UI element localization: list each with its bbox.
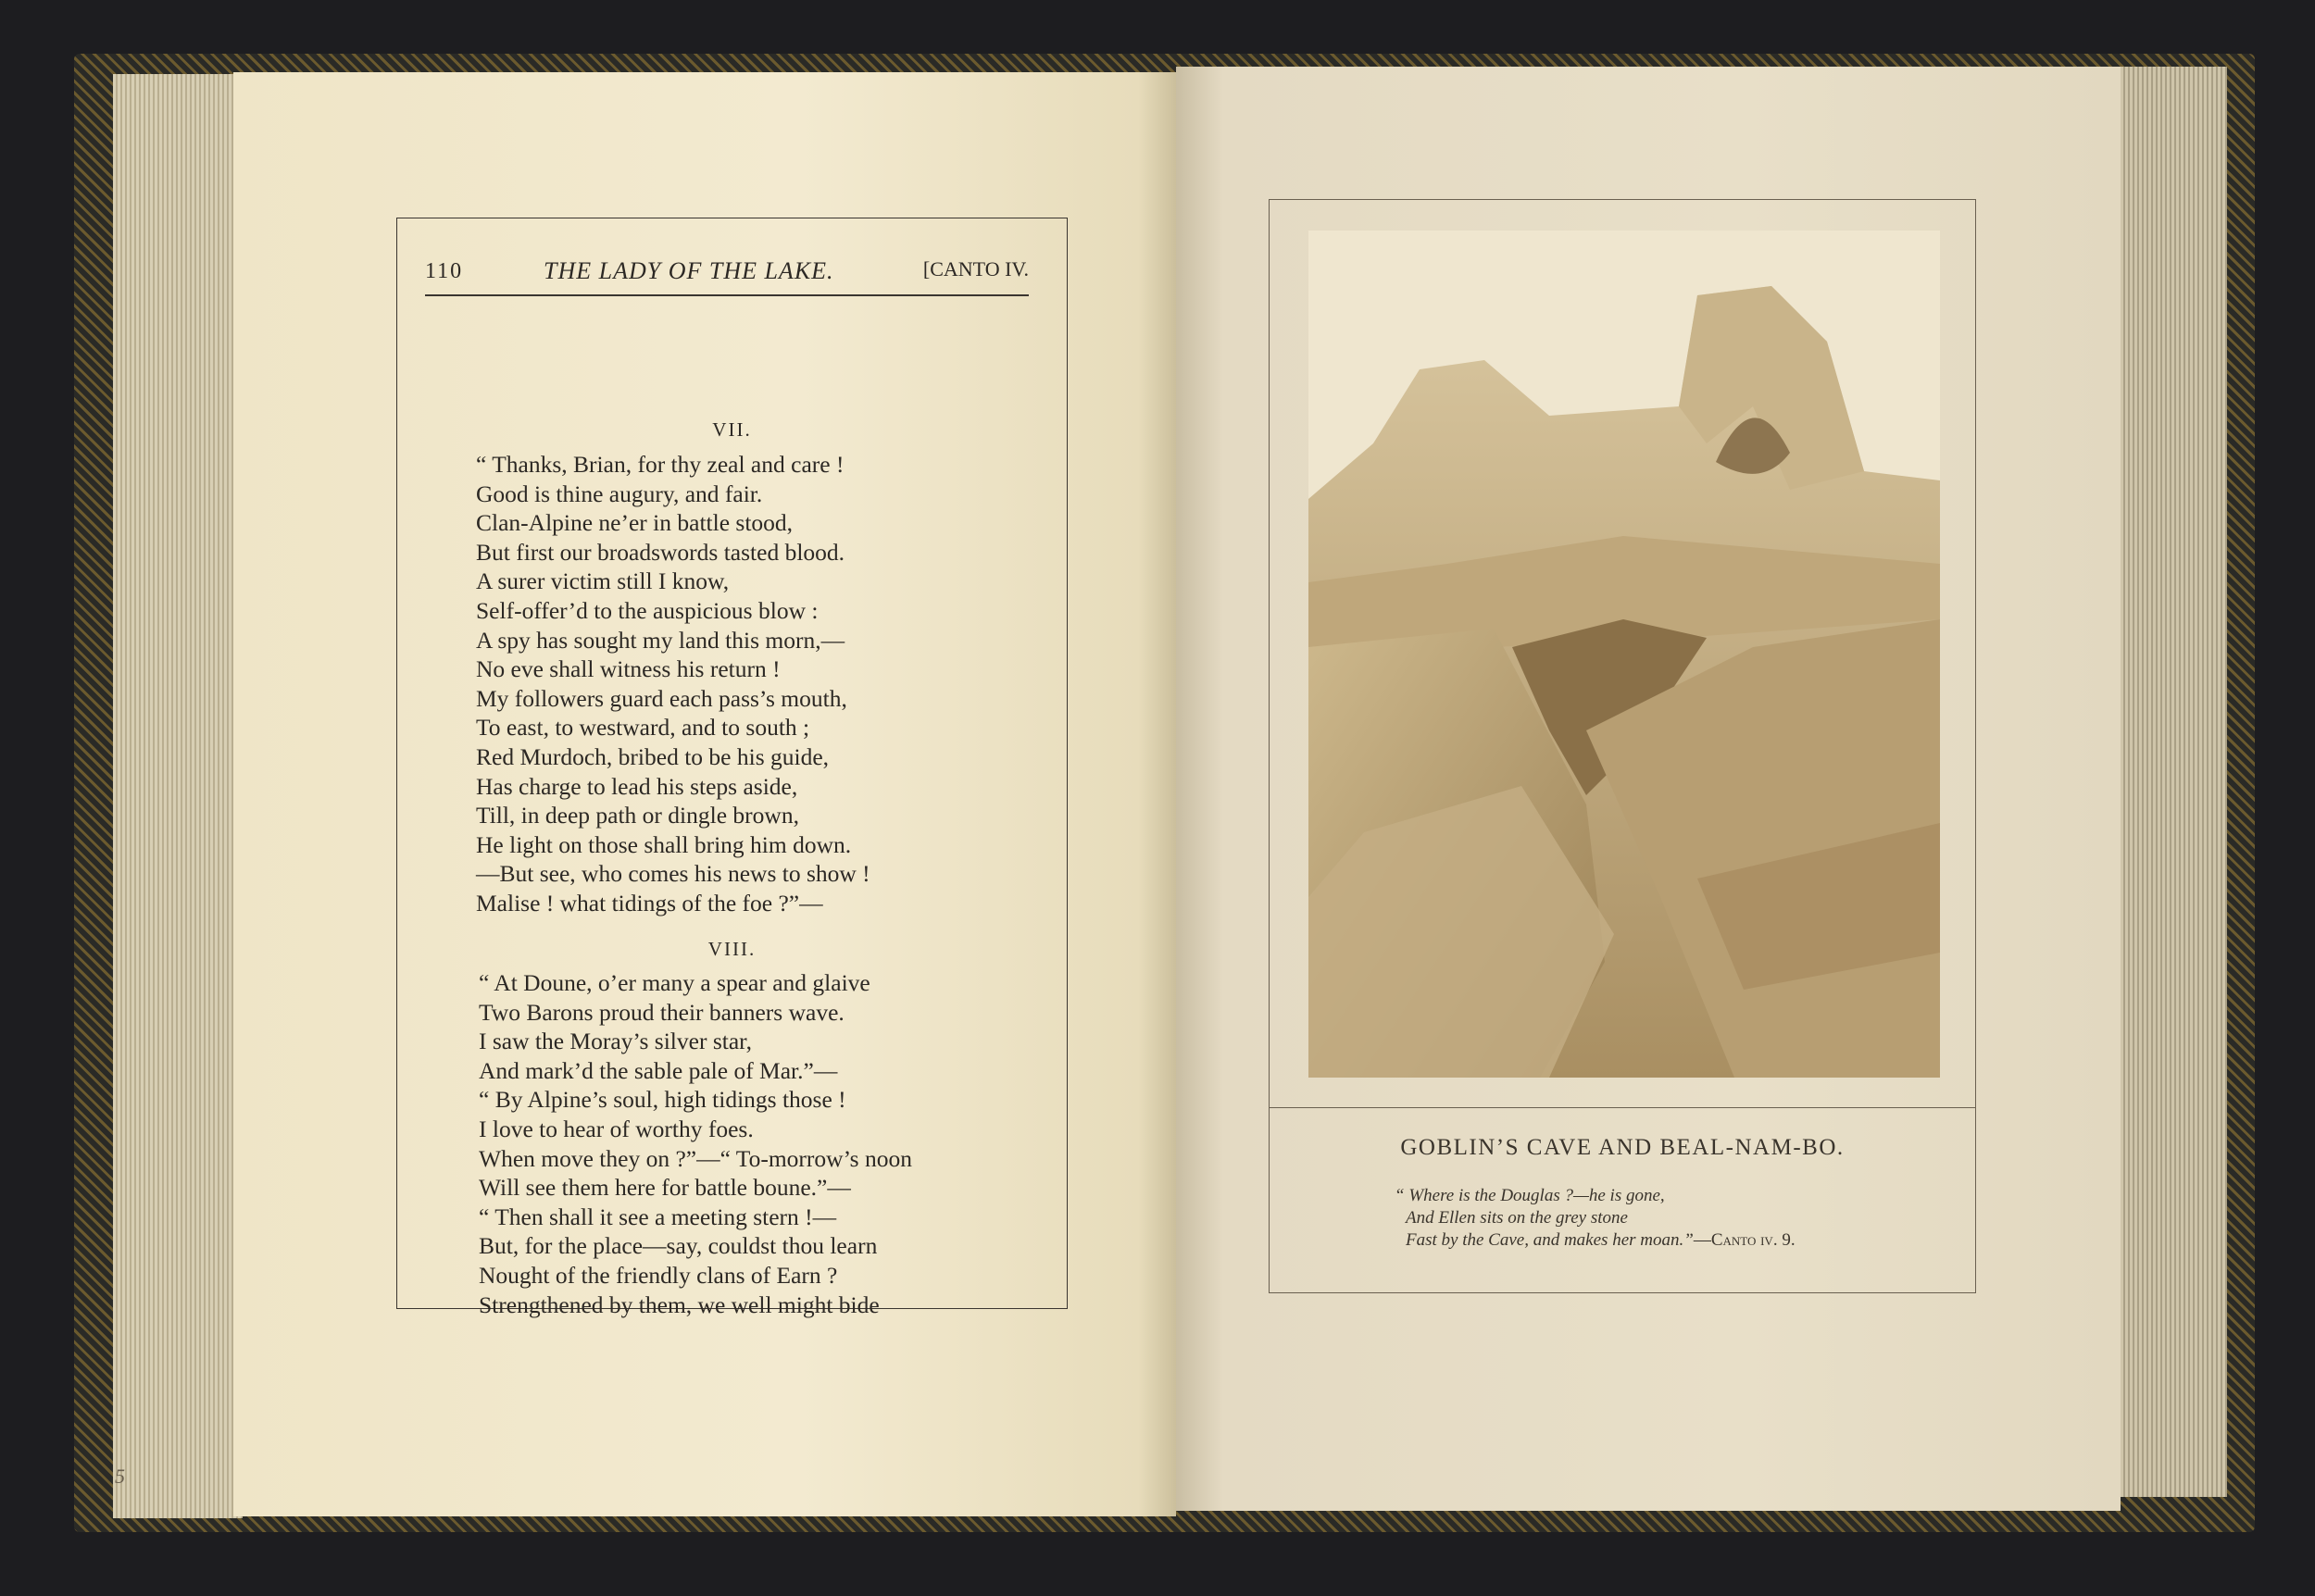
poem-line: “ At Doune, o’er many a spear and glaive: [479, 969, 870, 996]
poem-line: But first our broadswords tasted blood.: [476, 538, 845, 566]
poem-line: But, for the place—say, couldst thou learn: [479, 1232, 878, 1260]
poem-line: “ Then shall it see a meeting stern !—: [479, 1203, 837, 1230]
poem-line: To east, to westward, and to south ;: [476, 714, 810, 742]
section-heading-vii: VII.: [712, 418, 752, 441]
left-page: [115, 72, 1176, 1516]
running-title: THE LADY OF THE LAKE.: [544, 257, 834, 284]
poem-line: Good is thine augury, and fair.: [476, 480, 763, 507]
quote-line-text: Fast by the Cave, and makes her moan.”: [1406, 1230, 1694, 1250]
poem-line: Two Barons proud their banners wave.: [479, 998, 845, 1026]
poem-line: A surer victim still I know,: [476, 567, 730, 595]
poem-line: No eve shall witness his return !: [476, 655, 781, 683]
poem-line: —But see, who comes his news to show !: [476, 860, 870, 888]
poem-line: He light on those shall bring him down.: [476, 830, 852, 858]
poem-line: A spy has sought my land this morn,—: [476, 626, 845, 654]
plate-caption-title: GOBLIN’S CAVE AND BEAL-NAM-BO.: [1400, 1135, 1845, 1160]
quote-reference: —Canto iv. 9.: [1693, 1230, 1796, 1250]
stanza-vii: [476, 450, 870, 918]
poem-line: I saw the Moray’s silver star,: [479, 1028, 752, 1055]
quote-line: “ Where is the Douglas ?—he is gone,: [1395, 1186, 1665, 1205]
rock-illustration: [1308, 231, 1940, 1078]
poem-line: And mark’d the sable pale of Mar.”—: [479, 1056, 838, 1084]
photograph-goblins-cave: [1308, 231, 1940, 1078]
plate-quote: [1395, 1185, 1796, 1252]
stanza-viii: [479, 968, 912, 1319]
poem-line: I love to hear of worthy foes.: [479, 1115, 754, 1142]
poem-line: Nought of the friendly clans of Earn ?: [479, 1261, 838, 1289]
plate-frame: [1269, 199, 1976, 1293]
poem-line: Red Murdoch, bribed to be his guide,: [476, 742, 830, 770]
poem-line: When move they on ?”—“ To-morrow’s noon: [479, 1144, 912, 1172]
canto-label: [CANTO IV.: [922, 257, 1029, 281]
poem-line: “ By Alpine’s soul, high tidings those !: [479, 1086, 846, 1114]
margin-mark: 5: [115, 1465, 125, 1488]
section-heading-viii: VIII.: [707, 938, 757, 960]
poem-line: Will see them here for battle boune.”—: [479, 1174, 851, 1202]
poem-line: My followers guard each pass’s mouth,: [476, 684, 847, 712]
poem-line: Till, in deep path or dingle brown,: [476, 802, 799, 829]
poem-line: Malise ! what tidings of the foe ?”—: [476, 889, 823, 916]
poem-line: Clan-Alpine ne’er in battle stood,: [476, 509, 794, 537]
quote-line: [1395, 1229, 1796, 1252]
text-block: [396, 218, 1068, 1318]
running-header: [425, 257, 1029, 296]
right-page: [1176, 67, 2121, 1511]
page-edges-left: [113, 74, 243, 1518]
page-number: 110: [425, 259, 464, 283]
poem-line: Has charge to lead his steps aside,: [476, 772, 798, 800]
page-edges-right: [2107, 67, 2227, 1497]
poem-line: Self-offer’d to the auspicious blow :: [476, 596, 819, 624]
quote-line: And Ellen sits on the grey stone: [1406, 1208, 1628, 1228]
poem-line: Strengthened by them, we well might bide: [479, 1291, 880, 1318]
poem-line: “ Thanks, Brian, for thy zeal and care !: [476, 451, 845, 478]
caption-rule: [1270, 1107, 1975, 1108]
